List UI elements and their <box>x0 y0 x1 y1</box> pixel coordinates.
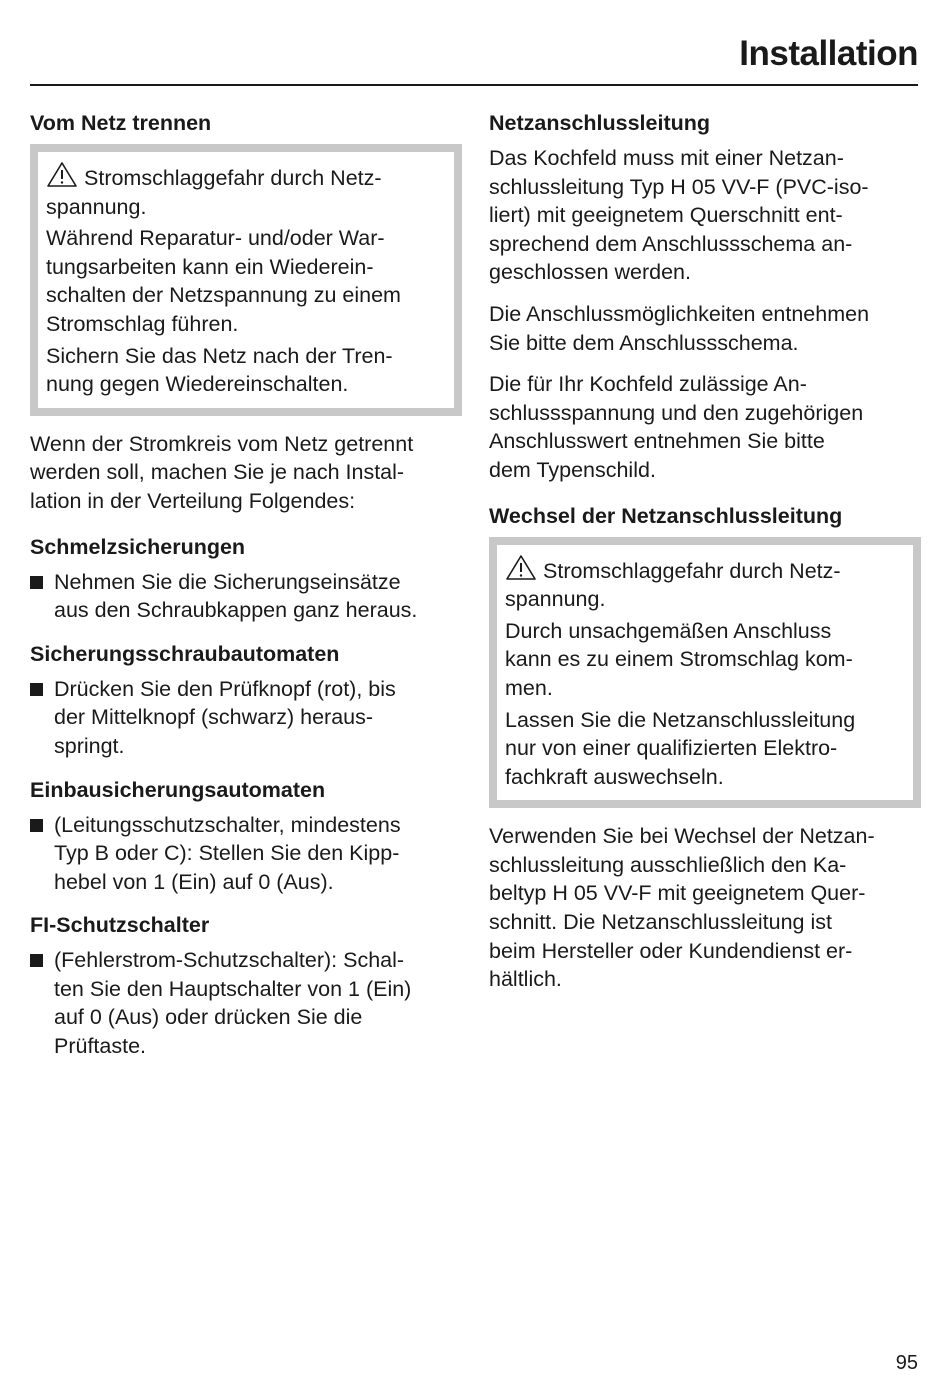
paragraph: Verwenden Sie bei Wechsel der Netzan- schlussleitung ausschließlich den Ka- beltyp H 05 VV-F mit geeignetem Quer- schnitt. Die Netzanschlussleitung ist beim Hersteller oder Kundendienst er- hältlich. <box>489 824 875 992</box>
warning-box <box>489 537 921 809</box>
warning-instruction: Lassen Sie die Netzanschlussleitung nur von einer qualifizierten Elektro- fachkraft auswechseln. <box>505 707 856 789</box>
left-column <box>30 108 462 1075</box>
subsection-heading: Schmelzsicherungen <box>30 534 246 559</box>
header-rule <box>30 84 918 86</box>
paragraph: Die für Ihr Kochfeld zulässige An- schlussspannung und den zugehörigen Anschlusswert entnehmen Sie bitte dem Typenschild. <box>489 372 864 482</box>
bullet-square-icon <box>30 576 43 589</box>
warning-title-line <box>505 554 903 614</box>
section-heading: Wechsel der Netzanschlussleitung <box>489 503 843 528</box>
list-item-text: Drücken Sie den Prüfknopf (rot), bis der Mittelknopf (schwarz) heraus- springt. <box>54 676 396 758</box>
warning-triangle-icon <box>46 161 78 188</box>
subsection-heading: Einbausicherungsautomaten <box>30 777 326 802</box>
list-item <box>30 946 462 1060</box>
list-item <box>30 568 462 625</box>
warning-instruction: Sichern Sie das Netz nach der Tren- nung gegen Wiedereinschalten. <box>46 343 393 397</box>
list-item-text: (Leitungsschutzschalter, mindestens Typ B oder C): Stellen Sie den Kipp- hebel von 1 (Ein) auf 0 (Aus). <box>54 812 401 894</box>
list-item <box>30 675 462 761</box>
list-item-text: Nehmen Sie die Sicherungseinsätze aus den Schraubkappen ganz heraus. <box>54 569 418 623</box>
warning-title-line <box>46 161 444 221</box>
paragraph: Das Kochfeld muss mit einer Netzan- schlussleitung Typ H 05 VV-F (PVC-iso- liert) mit geeignetem Querschnitt ent- sprechend dem Anschlussschema an- geschlossen werden. <box>489 146 869 285</box>
list-item <box>30 811 462 897</box>
warning-triangle-icon <box>505 554 537 581</box>
bullet-square-icon <box>30 819 43 832</box>
page-number: 95 <box>895 1352 918 1374</box>
warning-box <box>30 144 462 416</box>
paragraph: Die Anschlussmöglichkeiten entnehmen Sie bitte dem Anschlussschema. <box>489 301 870 355</box>
warning-title: Stromschlaggefahr durch Netz- spannung. <box>46 166 382 219</box>
page-title: Installation <box>739 34 918 73</box>
section-heading: Netzanschlussleitung <box>489 111 711 135</box>
subsection-heading: Sicherungsschraubautomaten <box>30 641 340 666</box>
list-item-text: (Fehlerstrom-Schutzschalter): Schal- ten Sie den Hauptschalter von 1 (Ein) auf 0 (Aus) oder drücken Sie die Prüftaste. <box>54 948 412 1059</box>
bullet-square-icon <box>30 954 43 967</box>
right-column <box>489 108 921 1007</box>
warning-body: Während Reparatur- und/oder War- tungsarbeiten kann ein Wiederein- schalten der Netzspannung zu einem Stromschlag führen. <box>46 226 401 336</box>
intro-paragraph: Wenn der Stromkreis vom Netz getrennt werden soll, machen Sie je nach Instal- lation in der Verteilung Folgendes: <box>30 431 414 513</box>
subsection-heading: FI-Schutzschalter <box>30 913 210 938</box>
warning-body: Durch unsachgemäßen Anschluss kann es zu einem Stromschlag kom- men. <box>505 618 853 700</box>
warning-title: Stromschlaggefahr durch Netz- spannung. <box>505 558 841 612</box>
bullet-square-icon <box>30 683 43 696</box>
section-heading: Vom Netz trennen <box>30 111 212 135</box>
